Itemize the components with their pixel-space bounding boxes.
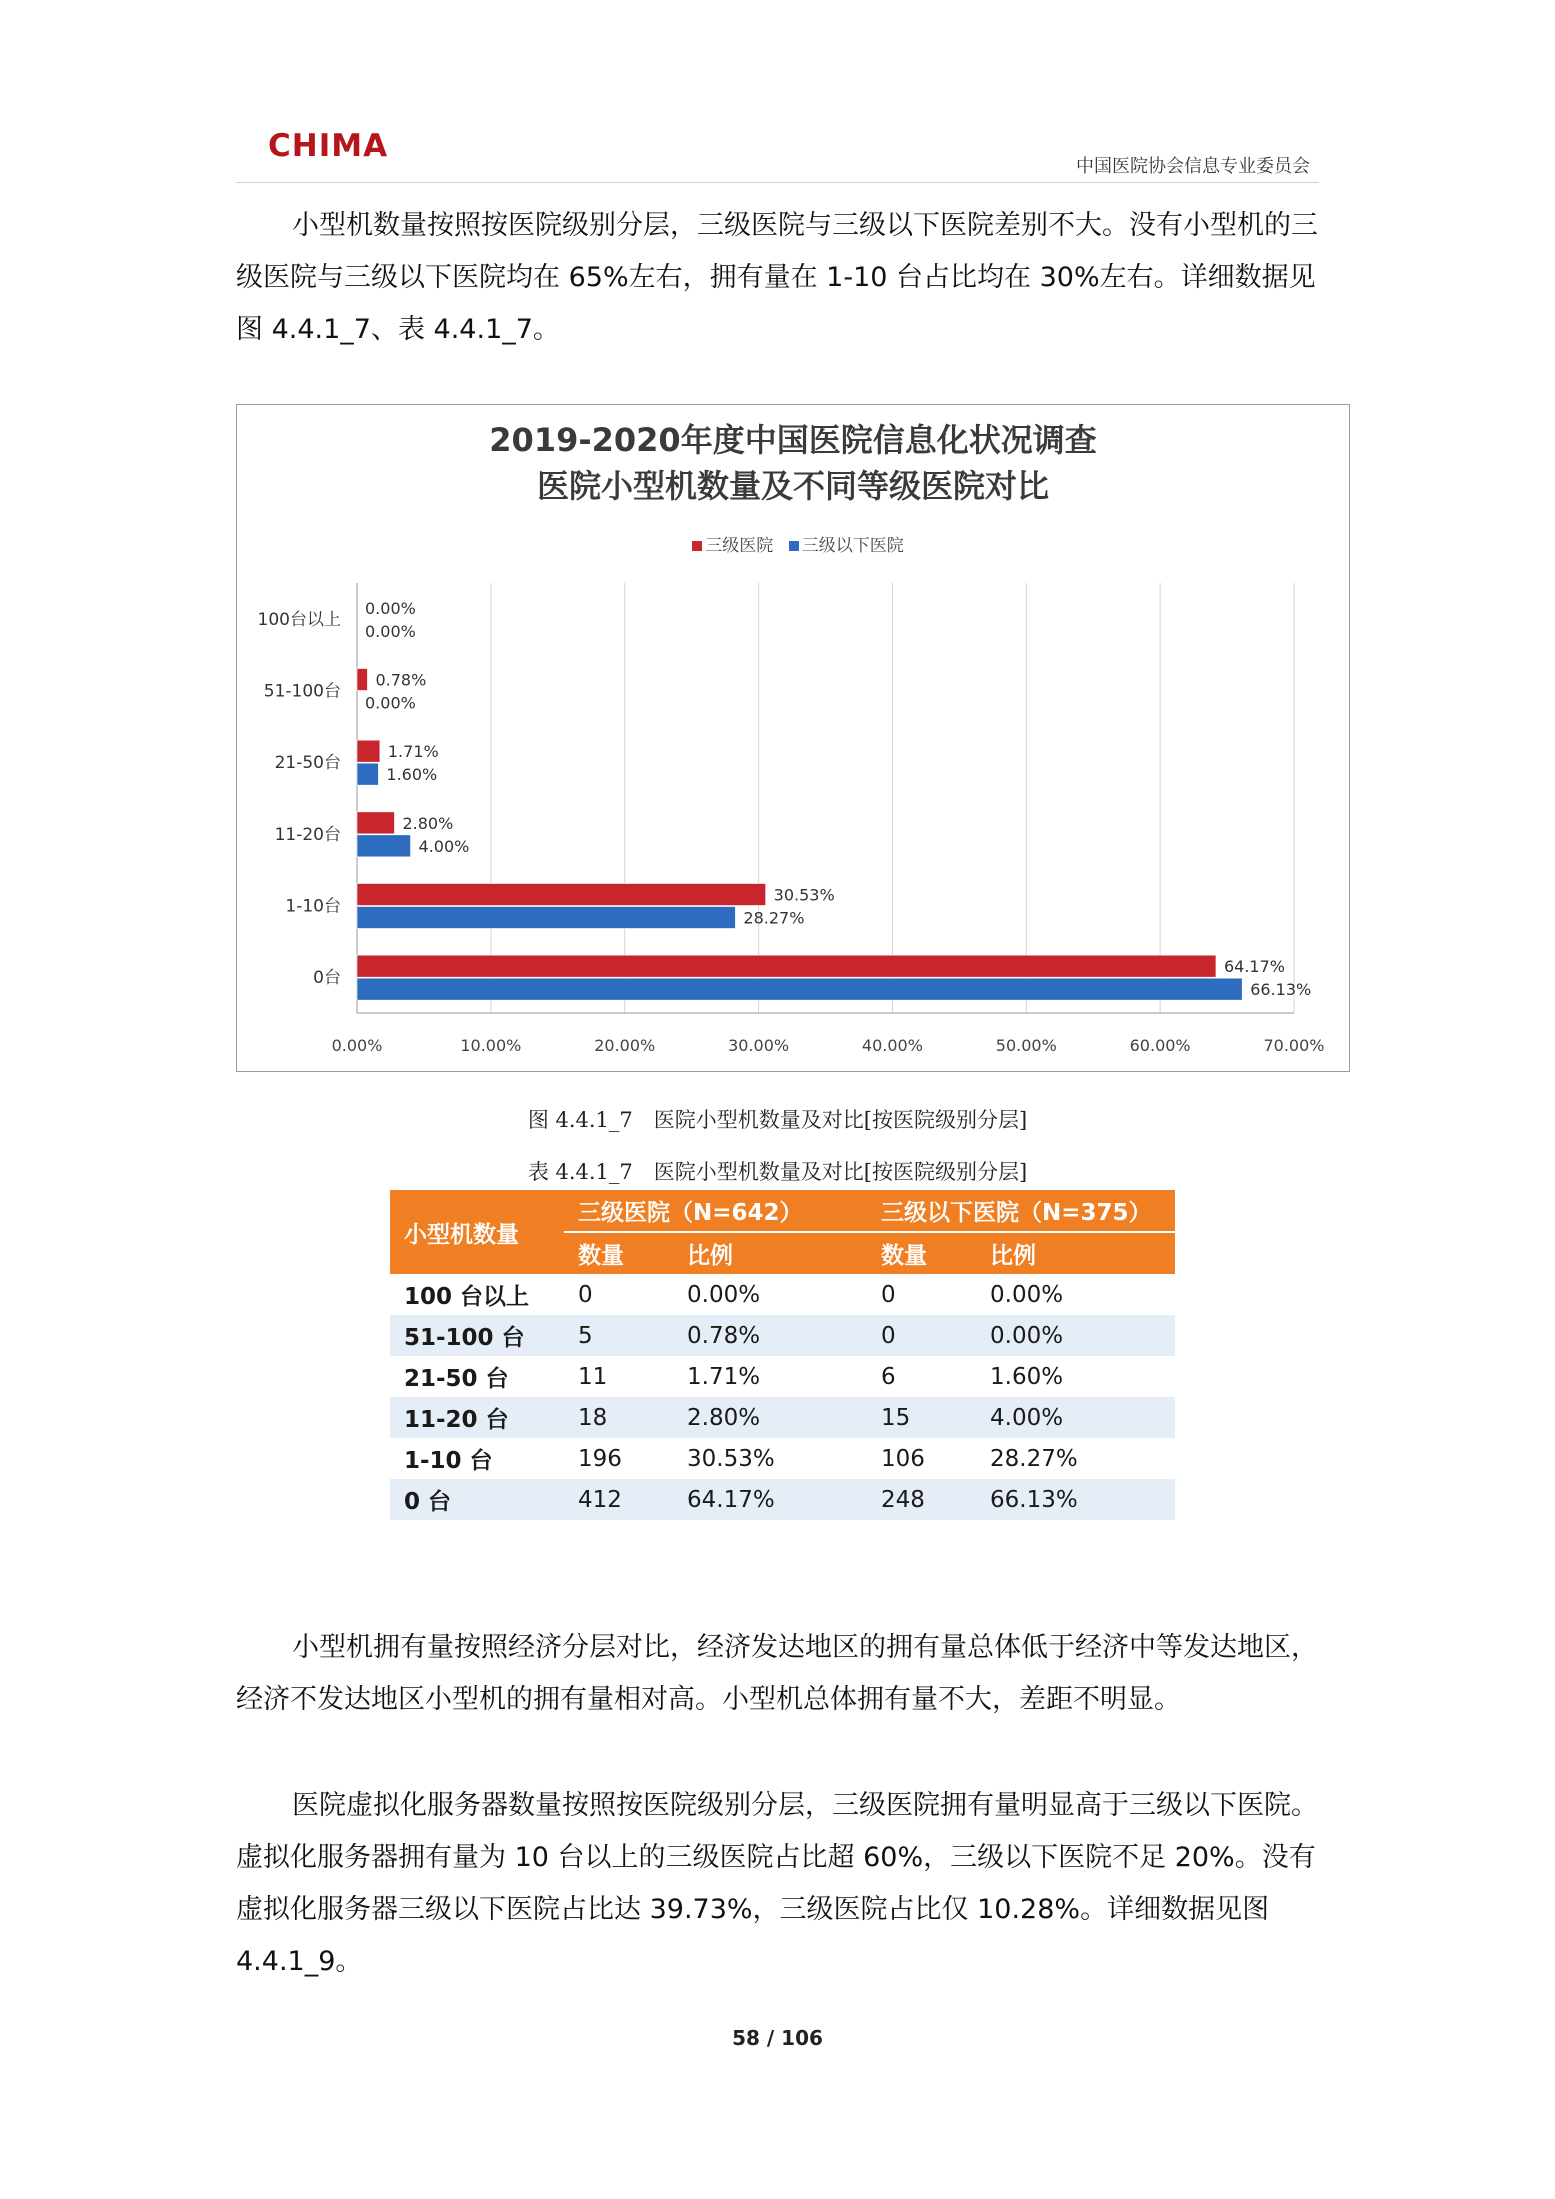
table-cell: 30.53% <box>673 1438 867 1479</box>
bar-tertiary <box>357 812 394 834</box>
header-divider <box>236 182 1319 183</box>
data-label: 0.00% <box>365 598 416 618</box>
table-cell: 248 <box>867 1479 976 1520</box>
table-row <box>390 1315 1175 1356</box>
table-cell: 0 <box>867 1315 976 1356</box>
data-label: 0.00% <box>365 693 416 713</box>
table-cell: 0.00% <box>976 1315 1175 1356</box>
table-cell: 0 <box>867 1274 976 1315</box>
data-label: 66.13% <box>1250 980 1312 1000</box>
paragraph-2: 小型机拥有量按照经济分层对比，经济发达地区的拥有量总体低于经济中等发达地区，经济不发达地区小型机的拥有量相对高。小型机总体拥有量不大，差距不明显。 <box>236 1632 1318 1715</box>
table-cell: 100 台以上 <box>390 1274 564 1315</box>
data-label: 2.80% <box>402 813 454 833</box>
bar-tertiary <box>357 740 380 762</box>
table-cell: 18 <box>564 1397 673 1438</box>
table-cell: 0 <box>564 1274 673 1315</box>
table-cell: 4.00% <box>976 1397 1175 1438</box>
category-label: 11-20台 <box>274 824 341 845</box>
table-cell: 51-100 台 <box>390 1315 564 1356</box>
x-tick-label: 40.00% <box>861 1036 923 1055</box>
category-label: 1-10台 <box>285 896 341 917</box>
page-footer <box>0 2026 1555 2050</box>
table-cell: 106 <box>867 1438 976 1479</box>
table-corner-header: 小型机数量 <box>390 1190 564 1274</box>
table-subheader: 数量 <box>867 1232 976 1274</box>
table-cell: 1-10 台 <box>390 1438 564 1479</box>
data-label: 0.78% <box>375 670 427 690</box>
bar-below-tertiary <box>357 907 735 929</box>
x-tick-label: 70.00% <box>1263 1036 1325 1055</box>
table-cell: 11-20 台 <box>390 1397 564 1438</box>
x-tick-label: 60.00% <box>1129 1036 1191 1055</box>
page-separator: / <box>766 2026 775 2050</box>
data-label: 28.27% <box>743 908 805 928</box>
x-tick-label: 0.00% <box>331 1036 383 1055</box>
table-caption: 表 4.4.1_7 医院小型机数量及对比[按医院级别分层] <box>527 1160 1028 1184</box>
paragraph-1: 小型机数量按照按医院级别分层，三级医院与三级以下医院差别不大。没有小型机的三级医院与三级以下医院均在 65%左右，拥有量在 1-10 台占比均在 30%左右。详细数据见图 4.4.1_7、表 4.4.1_7。 <box>236 210 1318 345</box>
page-total: 106 <box>781 2026 823 2050</box>
table-cell: 0.78% <box>673 1315 867 1356</box>
data-label: 4.00% <box>418 836 470 856</box>
table-subheader: 比例 <box>976 1232 1175 1274</box>
chart-title: 2019-2020年度中国医院信息化状况调查 <box>489 421 1097 459</box>
bar-tertiary <box>357 669 367 691</box>
table-row <box>390 1397 1175 1438</box>
x-tick-label: 50.00% <box>995 1036 1057 1055</box>
chart-plot <box>237 405 1349 1071</box>
figure-caption: 图 4.4.1_7 医院小型机数量及对比[按医院级别分层] <box>527 1108 1028 1132</box>
data-label: 1.71% <box>387 742 439 762</box>
table-cell: 196 <box>564 1438 673 1479</box>
table-cell: 21-50 台 <box>390 1356 564 1397</box>
table-subheader: 数量 <box>564 1232 673 1274</box>
header-org-name: 中国医院协会信息专业委员会 <box>1076 156 1310 177</box>
table-cell: 2.80% <box>673 1397 867 1438</box>
legend-label-below-tertiary: 三级以下医院 <box>801 536 904 556</box>
table-cell: 15 <box>867 1397 976 1438</box>
table-row <box>390 1438 1175 1479</box>
category-label: 51-100台 <box>263 681 341 702</box>
page-number: 58 <box>732 2026 760 2050</box>
bar-tertiary <box>357 884 766 906</box>
legend-label-tertiary: 三级医院 <box>705 536 774 556</box>
table-subheader: 比例 <box>673 1232 867 1274</box>
table-group-below-tertiary: 三级以下医院（N=375） <box>867 1190 1175 1232</box>
table-cell: 64.17% <box>673 1479 867 1520</box>
paragraph-3: 医院虚拟化服务器数量按照按医院级别分层，三级医院拥有量明显高于三级以下医院。虚拟化服务器拥有量为 10 台以上的三级医院占比超 60%，三级以下医院不足 20%。没有虚拟化服务器三级以下医院占比达 39.73%，三级医院占比仅 10.28%。详细数据见图 4.4.1_9。 <box>236 1790 1318 1977</box>
table-cell: 11 <box>564 1356 673 1397</box>
table-row <box>390 1356 1175 1397</box>
category-label: 21-50台 <box>274 753 341 774</box>
table-group-tertiary: 三级医院（N=642） <box>564 1190 867 1232</box>
table-cell: 28.27% <box>976 1438 1175 1479</box>
data-label: 1.60% <box>386 765 438 785</box>
table-cell: 0 台 <box>390 1479 564 1520</box>
data-label: 0.00% <box>365 621 416 641</box>
bar-below-tertiary <box>357 978 1242 1000</box>
table-cell: 1.60% <box>976 1356 1175 1397</box>
bar-tertiary <box>357 955 1216 977</box>
x-tick-label: 30.00% <box>728 1036 790 1055</box>
table-cell: 66.13% <box>976 1479 1175 1520</box>
table-cell: 0.00% <box>976 1274 1175 1315</box>
data-label: 30.53% <box>773 885 835 905</box>
chima-logo: CHIMA <box>268 128 389 164</box>
bar-below-tertiary <box>357 835 411 857</box>
table-cell: 412 <box>564 1479 673 1520</box>
table-cell: 1.71% <box>673 1356 867 1397</box>
table-cell: 6 <box>867 1356 976 1397</box>
chart-subtitle: 医院小型机数量及不同等级医院对比 <box>536 467 1049 505</box>
bar-chart <box>236 404 1350 1072</box>
data-label: 64.17% <box>1223 957 1285 977</box>
table-cell: 0.00% <box>673 1274 867 1315</box>
table-row <box>390 1479 1175 1520</box>
x-tick-label: 20.00% <box>594 1036 656 1055</box>
table-cell: 5 <box>564 1315 673 1356</box>
bar-below-tertiary <box>357 763 378 785</box>
table-row <box>390 1274 1175 1315</box>
data-table <box>390 1190 1175 1520</box>
x-tick-label: 10.00% <box>460 1036 522 1055</box>
category-label: 100台以上 <box>257 609 341 630</box>
category-label: 0台 <box>313 968 341 989</box>
